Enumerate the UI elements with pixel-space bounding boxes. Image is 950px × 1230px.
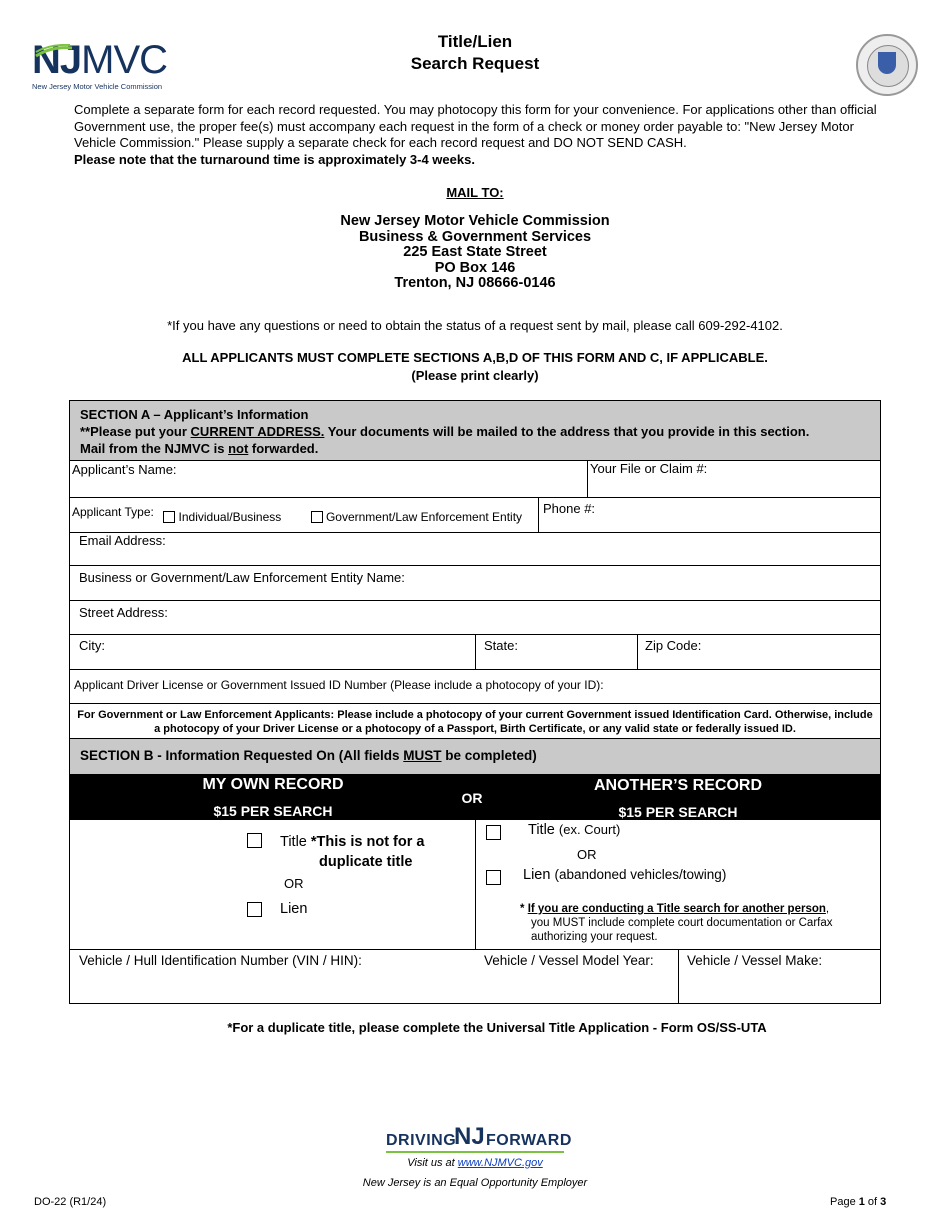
mail-to-label: MAIL TO:	[446, 185, 504, 200]
another-title-checkbox[interactable]	[486, 825, 501, 840]
mail-line: New Jersey Motor Vehicle Commission	[340, 213, 610, 229]
instructions-line1: ALL APPLICANTS MUST COMPLETE SECTIONS A,B,D OF THIS FORM AND C, IF APPLICABLE.	[182, 350, 768, 365]
email-field[interactable]	[70, 533, 880, 565]
vin-field[interactable]	[70, 950, 475, 1004]
not-emphasis: not	[228, 441, 249, 456]
phone-field[interactable]	[539, 498, 880, 532]
section-a-title: SECTION A – Applicant’s Information	[80, 407, 309, 422]
forward-text: FORWARD	[486, 1132, 572, 1149]
mail-line: Trenton, NJ 08666-0146	[394, 275, 556, 291]
mail-line: 225 East State Street	[403, 244, 547, 260]
instructions-line2: (Please print clearly)	[411, 368, 539, 383]
warning-emphasis: If you are conducting a Title search for another person	[527, 903, 826, 915]
city-field[interactable]	[70, 635, 475, 669]
form-id: DO-22 (R1/24)	[34, 1196, 107, 1208]
city-label: City:	[79, 638, 105, 653]
vin-label: Vehicle / Hull Identification Number (VIN / HIN):	[79, 953, 362, 968]
government-entity-checkbox[interactable]	[311, 511, 323, 523]
file-claim-field[interactable]	[588, 461, 880, 497]
record-or-label: OR	[461, 790, 483, 806]
own-title-checkbox[interactable]	[247, 833, 262, 848]
anothers-record-heading: ANOTHER’S RECORD	[593, 777, 762, 794]
njmvc-website-link[interactable]: www.NJMVC.gov	[457, 1157, 543, 1169]
model-year-field[interactable]	[476, 950, 678, 1004]
another-title-warning	[520, 902, 875, 944]
driving-forward-logo	[386, 1123, 572, 1153]
individual-business-label: Individual/Business	[178, 510, 282, 525]
another-lien-option	[523, 867, 726, 883]
warning-star: *	[520, 903, 525, 915]
make-label: Vehicle / Vessel Make:	[687, 953, 823, 968]
intro-text: Complete a separate form for each record requested. You may photocopy this form for your convenience. For applications other than official Government use, the proper fee(s) must accompany each request in the form of a check or money order payable to: "New Jersey Motor Vehicle Commission." Please supply a separate check for each record request and DO NOT SEND CASH.	[74, 102, 877, 150]
my-own-record-price: $15 PER SEARCH	[213, 803, 333, 819]
form-title-line1: Title/Lien	[437, 32, 513, 51]
driving-forward-nj: NJ	[454, 1123, 485, 1150]
warning-text-2: authorizing your request.	[531, 931, 658, 943]
duplicate-title-note: *For a duplicate title, please complete the Universal Title Application - Form OS/SS-UTA	[227, 1020, 767, 1035]
page-of: of	[864, 1196, 881, 1208]
equal-opportunity-note: New Jersey is an Equal Opportunity Employer	[362, 1177, 588, 1189]
section-b-header	[70, 739, 880, 774]
section-b-title-rest: be completed)	[441, 748, 537, 763]
must-emphasis: MUST	[403, 748, 442, 763]
my-own-record-heading: MY OWN RECORD	[202, 776, 344, 793]
applicant-name-label: Applicant’s Name:	[72, 462, 177, 477]
section-b-title: SECTION B - Information Requested On (All fields	[80, 748, 404, 763]
section-a-note1: **Please put your	[80, 424, 191, 439]
applicant-type-field	[70, 498, 538, 532]
page-current: 1	[858, 1196, 865, 1208]
state-label: State:	[484, 638, 518, 653]
visit-line	[0, 1157, 950, 1169]
own-title-note: *This is not for a	[310, 834, 425, 850]
state-field[interactable]	[476, 635, 638, 669]
section-a-note1-rest: Your documents will be mailed to the address that you provide in this section.	[324, 424, 810, 439]
another-lien-checkbox[interactable]	[486, 870, 501, 885]
street-address-field[interactable]	[70, 601, 880, 634]
make-field[interactable]	[679, 950, 880, 1004]
applicant-name-field[interactable]	[70, 461, 587, 497]
form-table	[69, 400, 881, 1004]
email-label: Email Address:	[79, 533, 166, 548]
own-lien-checkbox[interactable]	[247, 902, 262, 917]
own-title-label: Title	[280, 834, 307, 850]
mail-line: Business & Government Services	[358, 228, 592, 245]
government-id-note: For Government or Law Enforcement Applicants: Please include a photocopy of your current Government issued Identification Card. Otherwise, include a photocopy of your Driver License or a photocopy of a Passport, Birth Certificate, or any valid state or federally issued ID.	[77, 709, 873, 735]
own-title-note2: duplicate title	[319, 854, 413, 870]
logo-nj: NJ	[32, 38, 82, 82]
phone-label: Phone #:	[543, 501, 596, 516]
record-type-band	[70, 774, 880, 820]
another-title-option	[528, 822, 620, 838]
entity-name-field[interactable]	[70, 566, 880, 600]
applicant-type-label: Applicant Type:	[72, 505, 154, 520]
another-lien-note: (abandoned vehicles/towing)	[554, 867, 727, 882]
government-entity-label: Government/Law Enforcement Entity	[325, 510, 523, 525]
another-or-label: OR	[577, 847, 597, 862]
individual-business-checkbox[interactable]	[163, 511, 175, 523]
page-number	[830, 1196, 886, 1208]
street-address-label: Street Address:	[79, 605, 168, 620]
visit-label: Visit us at	[407, 1157, 455, 1169]
own-title-option	[280, 832, 470, 872]
section-a-note2-rest: forwarded.	[248, 441, 319, 456]
license-id-field[interactable]	[70, 670, 880, 703]
current-address-emphasis: CURRENT ADDRESS.	[190, 424, 325, 439]
section-a-header	[70, 401, 880, 460]
warning-comma: ,	[825, 903, 830, 915]
mail-address	[0, 214, 950, 292]
license-id-label: Applicant Driver License or Government Issued ID Number (Please include a photocopy of your ID):	[74, 678, 604, 692]
logo-mvc: MVC	[81, 38, 168, 82]
intro-turnaround: Please note that the turnaround time is approximately 3-4 weeks.	[74, 151, 475, 167]
page-total: 3	[880, 1196, 887, 1208]
file-claim-label: Your File or Claim #:	[590, 461, 708, 476]
intro-paragraph	[74, 102, 884, 168]
entity-name-label: Business or Government/Law Enforcement Entity Name:	[79, 570, 405, 585]
driving-text: DRIVING	[386, 1132, 457, 1149]
anothers-record-price: $15 PER SEARCH	[618, 804, 738, 820]
another-title-note: (ex. Court)	[558, 822, 621, 837]
own-lien-label: Lien	[280, 901, 308, 917]
warning-text-1: you MUST include complete court documentation or Carfax	[531, 917, 833, 929]
zip-code-field[interactable]	[638, 635, 880, 669]
mail-line: PO Box 146	[434, 259, 516, 276]
form-title-line2: Search Request	[410, 54, 540, 73]
model-year-label: Vehicle / Vessel Model Year:	[484, 953, 654, 968]
logo-tagline: New Jersey Motor Vehicle Commission	[32, 82, 163, 91]
own-or-label: OR	[284, 876, 304, 891]
questions-note: *If you have any questions or need to obtain the status of a request sent by mail, please call 609-292-4102.	[167, 318, 783, 333]
section-a-note2: Mail from the NJMVC is	[80, 441, 229, 456]
zip-code-label: Zip Code:	[645, 638, 702, 653]
another-title-label: Title	[528, 822, 555, 838]
another-lien-label: Lien	[523, 867, 551, 883]
page-label: Page	[830, 1196, 859, 1208]
